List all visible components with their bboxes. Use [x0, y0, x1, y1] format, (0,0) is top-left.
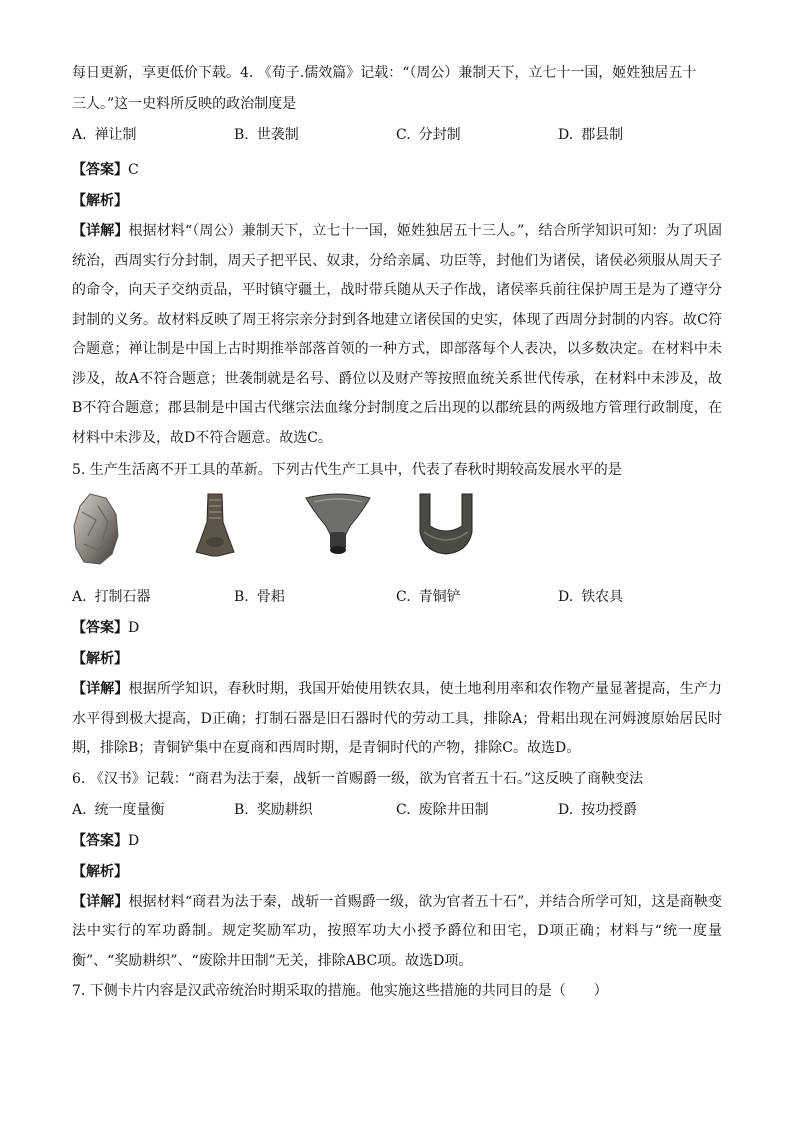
- option-letter: C.: [396, 127, 411, 143]
- option-letter: A.: [72, 127, 87, 143]
- q6-option-c: [396, 795, 558, 826]
- q6-detail: [72, 888, 722, 977]
- q4-option-b: [234, 120, 396, 151]
- detail-text: 根据所学知识，春秋时期，我国开始使用铁农具，使土地利用率和农作物产量显著提高，生产力水平得到极大提高，D正确；打制石器是旧石器时代的劳动工具，排除A；骨耜出现在河姆渡原始居民时期，排除B；青铜铲集中在夏商和西周时期，是青铜时代的产物，排除C。故选D。: [72, 681, 723, 756]
- answer-value: C: [128, 162, 139, 178]
- q4-answer: [72, 155, 722, 186]
- answer-value: D: [128, 832, 140, 849]
- q5-detail: [72, 675, 722, 764]
- q4-option-a: [72, 120, 234, 151]
- bronze-spade-image: [304, 492, 372, 556]
- detail-tag: 【详解】: [72, 223, 129, 239]
- q4-stem-line2: 三人。”这一史料所反映的政治制度是: [72, 96, 297, 112]
- q6-analysis-heading: [72, 857, 722, 888]
- option-letter: B.: [234, 127, 249, 143]
- analysis-tag: 【解析】: [72, 863, 128, 880]
- q5-option-b: [234, 582, 396, 613]
- option-letter: D.: [558, 589, 574, 605]
- document-page: [72, 58, 722, 1007]
- q4-detail: [72, 217, 722, 453]
- q5-option-c: [396, 582, 558, 613]
- q5-options: [72, 582, 722, 613]
- q6-answer: [72, 826, 722, 857]
- q5-answer: [72, 613, 722, 644]
- option-text: 废除井田制: [418, 801, 489, 818]
- option-letter: A.: [72, 589, 87, 605]
- option-text: 打制石器: [94, 589, 151, 605]
- q4-options: [72, 120, 722, 151]
- q6-option-d: [558, 795, 720, 826]
- q6-options: [72, 795, 722, 826]
- option-text: 奖励耕织: [256, 801, 313, 818]
- option-text: 骨耜: [256, 589, 285, 605]
- option-letter: B.: [234, 589, 249, 605]
- option-letter: B.: [234, 801, 249, 818]
- chipped-stone-tool-image: [72, 492, 120, 566]
- q7-stem: 7. 下侧卡片内容是汉武帝统治时期采取的措施。他实施这些措施的共同目的是（ ）: [72, 983, 608, 999]
- option-text: 统一度量衡: [94, 801, 165, 818]
- q5-analysis-heading: [72, 644, 722, 675]
- analysis-tag: 【解析】: [72, 651, 128, 667]
- detail-text: 根据材料“（周公）兼制天下，立七十一国，姬姓独居五十三人。”，结合所学知识可知：为了巩固统治，西周实行分封制，周天子把平民、奴隶，分给亲属、功臣等，封他们为诸侯，诸侯必须服从周天子的命令，向天子交纳贡品，平时镇守疆土，战时带兵随从天子作战，诸侯率兵前往保护周王是为了遵守分封制的义务。故材料反映了周王将宗亲分封到各地建立诸侯国的史实，体现了西周分封制的内容。故C符合题意；禅让制是中国上古时期推举部落首领的一种方式，即部落每个人表决，以多数决定。在材料中未涉及，故A不符合题意；世袭制就是名号、爵位以及财产等按照血统关系世代传承，在材料中未涉及，故B不符合题意；郡县制是中国古代继宗法血缘分封制度之后出现的以郡统县的两级地方管理行政制度，在材料中未涉及，故D不符合题意。故选C。: [72, 223, 722, 446]
- detail-text: 根据材料“商君为法于秦，战斩一首赐爵一级，欲为官者五十石”，并结合所学可知，这是商鞅变法中实行的军功爵制。规定奖励军功，按照军功大小授予爵位和田宅，D项正确；材料与“统一度量衡”、“奖励耕织”、“废除井田制”无关，排除ABC项。故选D项。: [72, 893, 723, 969]
- analysis-tag: 【解析】: [72, 193, 128, 209]
- option-text: 青铜铲: [418, 589, 461, 605]
- option-letter: D.: [558, 127, 574, 143]
- q6-stem: 6. 《汉书》记载：“商君为法于秦，战斩一首赐爵一级，欲为官者五十石。”这反映了商鞅变法: [72, 770, 644, 787]
- option-text: 分封制: [418, 127, 461, 143]
- q4-option-c: [396, 120, 558, 151]
- q4-option-d: [558, 120, 720, 151]
- answer-tag: 【答案】: [72, 832, 128, 849]
- q6-option-a: [72, 795, 234, 826]
- q5-option-a: [72, 582, 234, 613]
- iron-farm-tool-image: [416, 492, 476, 556]
- option-text: 禅让制: [94, 127, 137, 143]
- q5-images: [72, 492, 722, 578]
- q4-stem-line1: 每日更新，享更低价下载。4. 《荀子.儒效篇》记载：“（周公）兼制天下，立七十一国，姬姓独居五十: [72, 65, 697, 81]
- q6-option-b: [234, 795, 396, 826]
- option-text: 按功授爵: [581, 801, 638, 818]
- option-letter: D.: [558, 801, 574, 818]
- q5-option-d: [558, 582, 720, 613]
- bone-si-image: [190, 492, 240, 560]
- q4-analysis-heading: [72, 186, 722, 217]
- option-letter: A.: [72, 801, 87, 818]
- detail-tag: 【详解】: [72, 893, 129, 910]
- option-text: 郡县制: [581, 127, 624, 143]
- answer-tag: 【答案】: [72, 162, 128, 178]
- detail-tag: 【详解】: [72, 681, 129, 697]
- option-letter: C.: [396, 589, 411, 605]
- q5-stem: 5. 生产生活离不开工具的革新。下列古代生产工具中，代表了春秋时期较高发展水平的是: [72, 462, 622, 478]
- option-text: 铁农具: [581, 589, 624, 605]
- option-letter: C.: [396, 801, 411, 818]
- answer-tag: 【答案】: [72, 620, 128, 636]
- option-text: 世袭制: [256, 127, 299, 143]
- answer-value: D: [128, 620, 140, 636]
